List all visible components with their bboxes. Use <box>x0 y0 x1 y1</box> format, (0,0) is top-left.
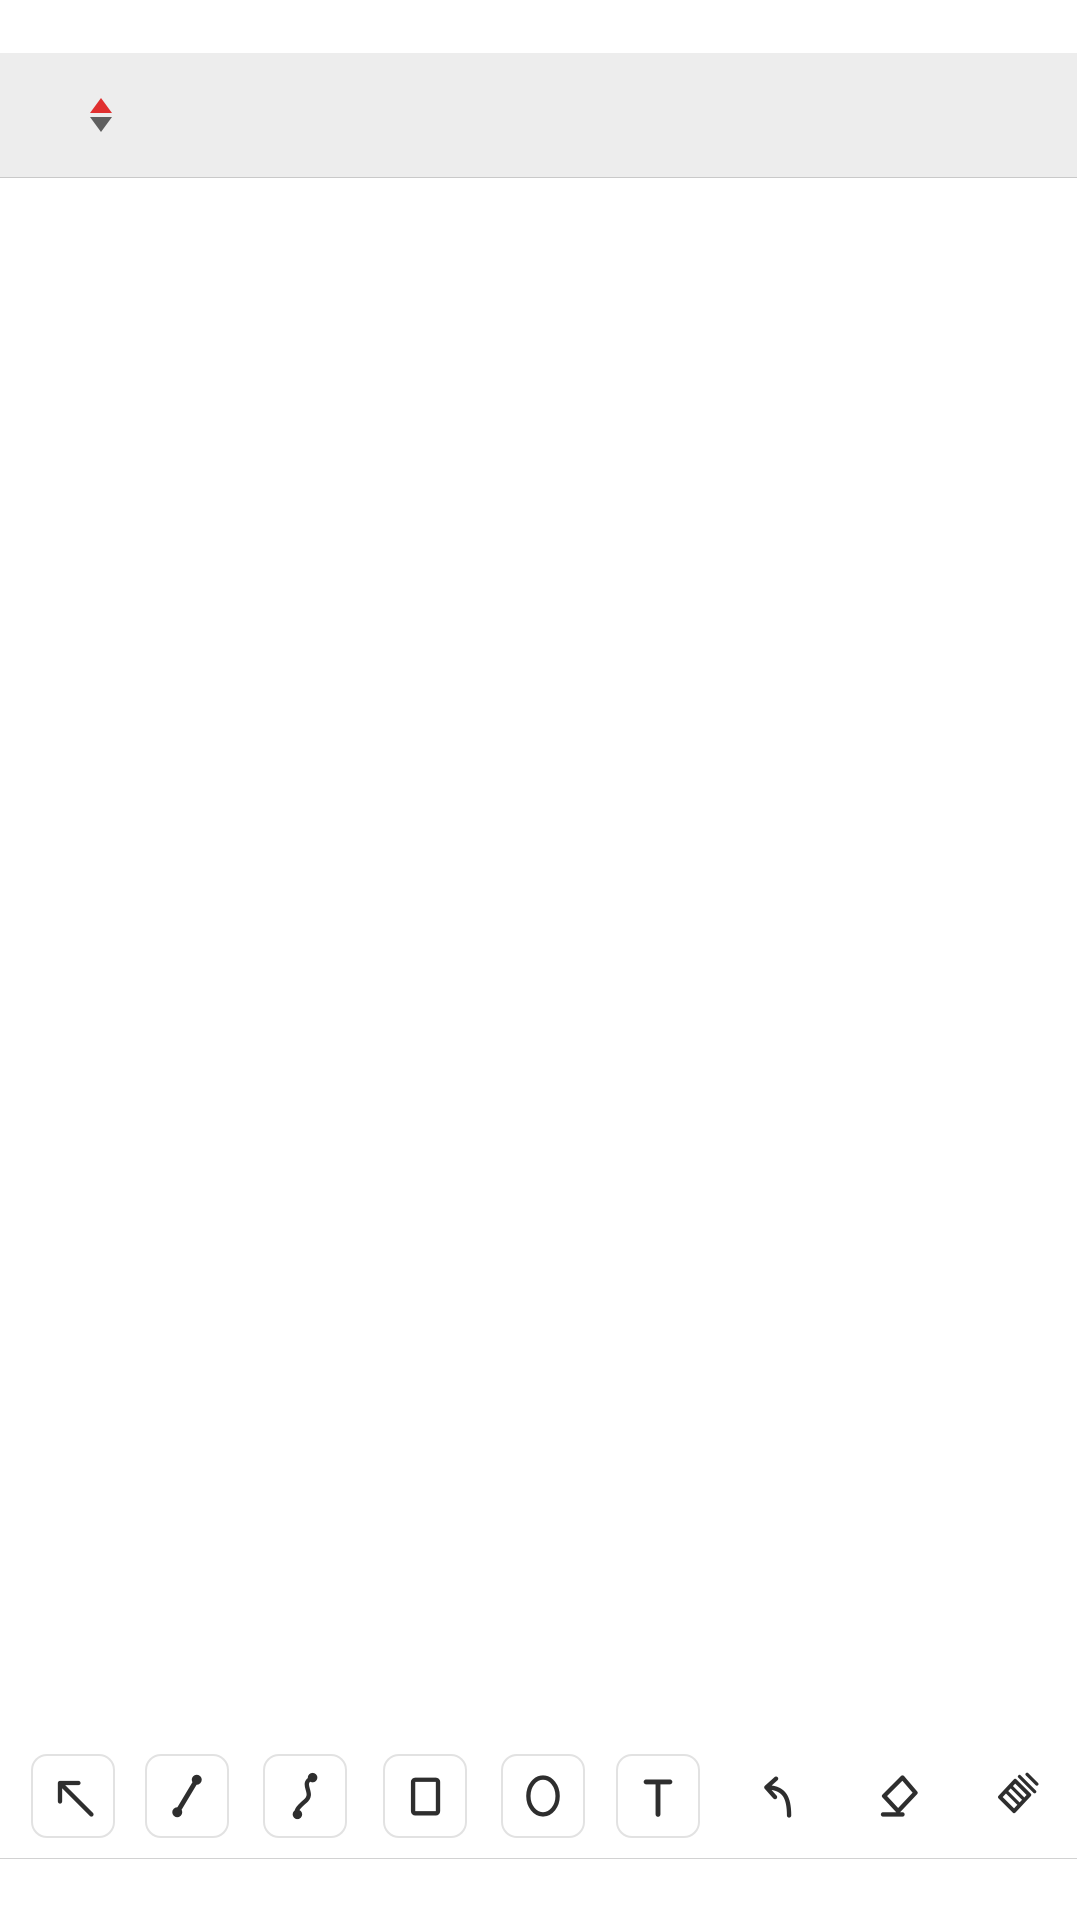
sort-asc-icon <box>90 98 112 113</box>
eraser-button[interactable] <box>854 1754 938 1838</box>
tool-text-button[interactable] <box>616 1754 700 1838</box>
tool-circle-button[interactable] <box>501 1754 585 1838</box>
undo-icon <box>749 1770 801 1822</box>
zone2-header <box>268 53 1077 117</box>
sort-icons[interactable] <box>90 98 112 132</box>
sort-desc-icon <box>90 117 112 132</box>
toolbar-divider <box>0 1858 1077 1859</box>
circle-icon <box>517 1770 569 1822</box>
disclaimer-note <box>0 0 1077 53</box>
eraser-icon <box>870 1770 922 1822</box>
drawing-toolbar <box>0 1744 1077 1915</box>
period-sort-header[interactable] <box>0 53 193 177</box>
tool-arrow-button[interactable] <box>31 1754 115 1838</box>
clear-all-eraser-icon <box>987 1770 1039 1822</box>
arrow-nw-icon <box>47 1770 99 1822</box>
curve-icon <box>279 1770 331 1822</box>
tool-line-button[interactable] <box>145 1754 229 1838</box>
tool-curve-button[interactable] <box>263 1754 347 1838</box>
weekday-header <box>193 53 268 177</box>
text-icon <box>632 1770 684 1822</box>
tool-rectangle-button[interactable] <box>383 1754 467 1838</box>
undo-button[interactable] <box>733 1754 817 1838</box>
clear-all-button[interactable] <box>971 1754 1055 1838</box>
line-icon <box>161 1770 213 1822</box>
rectangle-icon <box>399 1770 451 1822</box>
